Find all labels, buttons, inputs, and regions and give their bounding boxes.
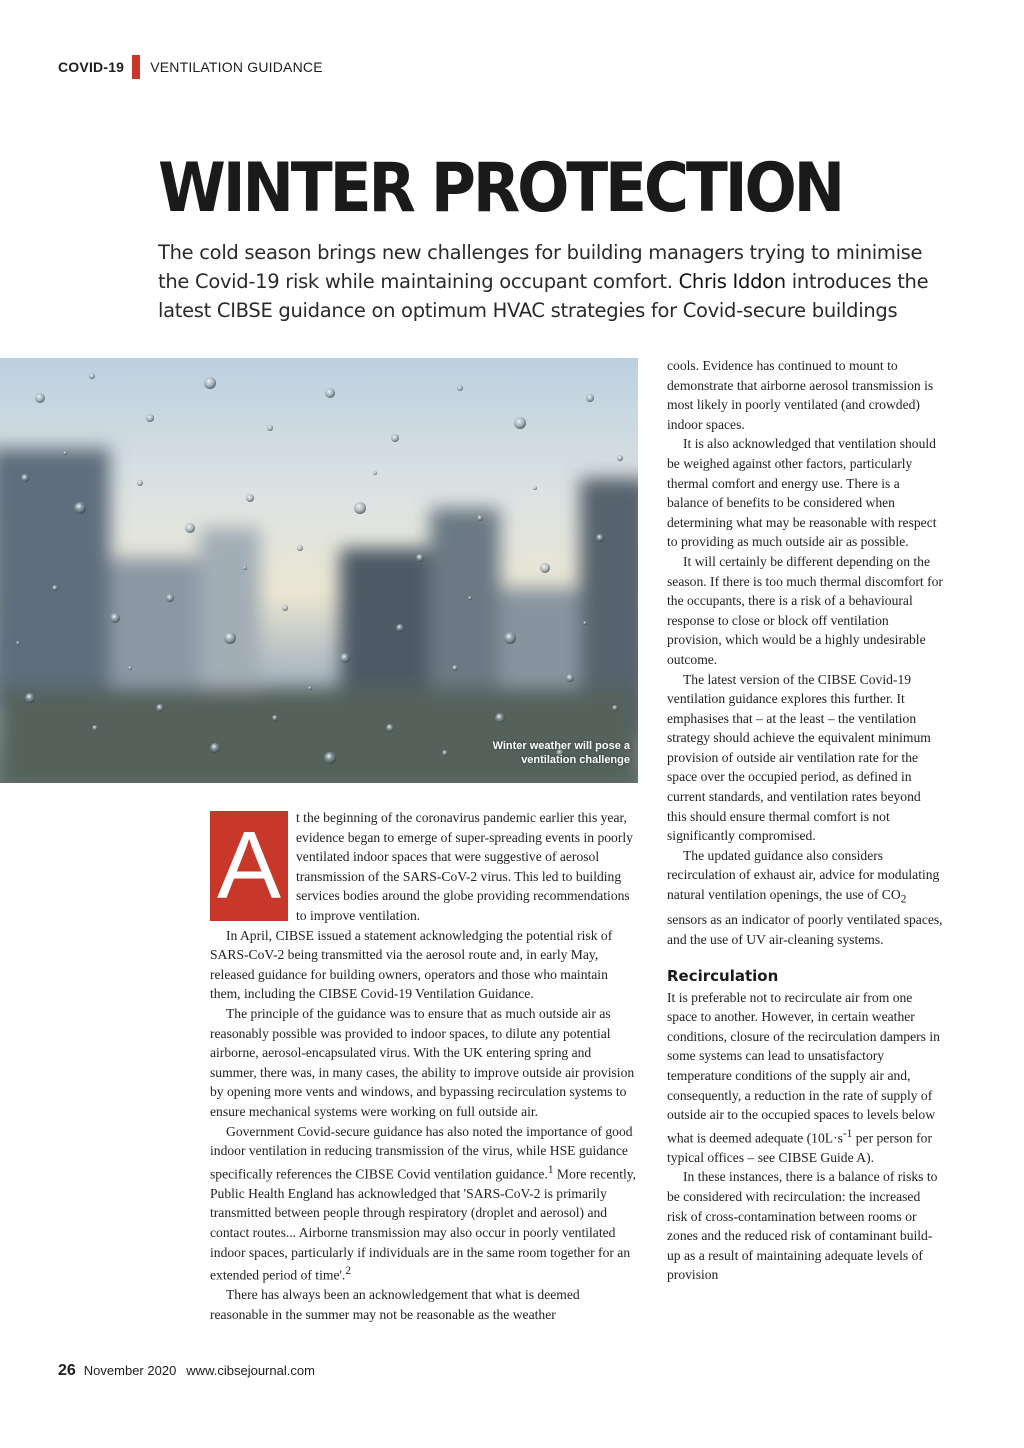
article-paragraph: In April, CIBSE issued a statement acknowledging the potential risk of SARS-CoV-2 being transmitted via the aerosol route and, in early May, released guidance for building owners, operators and those who maintain them, including the CIBSE Covid-19 Ventilation Guidance. [210,927,613,1002]
article-paragraph: It is also acknowledged that ventilation should be weighed against other factors, particularly thermal comfort and energy use. There is a balance of benefits to be considered when determining what may be reasonable with respect to providing as much outside air as possible. [667,436,937,550]
caption-line: Winter weather will pose a [492,740,630,752]
photo-illustration [0,358,638,783]
paragraph-text: Government Covid-secure guidance has also noted the importance of good indoor ventilation in reducing transmission of the virus, while HSE guidance specifically references the CIBSE Covid ventilation guidance. [210,1123,633,1182]
article-paragraph [667,846,943,950]
article-paragraph [667,988,943,1168]
article-paragraph: The latest version of the CIBSE Covid-19 ventilation guidance explores this further. It emphasises that – at the least – the ventilation strategy should achieve the equivalent minimum provision of outside air ventilation rate for the space over the occupied period, as defined in current standards, and ventilation rates beyond this should ensure thermal comfort is not significantly compromised. [667,671,931,844]
standfirst-outro: introduces the latest CIBSE guidance on optimum HVAC strategies for Covid-secure buildings [158,270,929,322]
footnote-ref: 1 [547,1163,554,1176]
paragraph-text: It is preferable not to recirculate air from one space to another. However, in certain weather conditions, closure of the recirculation dampers in some systems can lead to unsatisfactory temperature conditions of the supply air and, consequently, a reduction in the rate of supply of outside air to the occupied spaces to levels below what is deemed adequate (10L·s [667,989,940,1146]
article-paragraph: There has always been an acknowledgement that what is deemed reasonable in the summer may not be reasonable as the weather [210,1287,580,1322]
article-paragraph: t the beginning of the coronavirus pandemic earlier this year, evidence began to emerge of super-spreading events in poorly ventilated indoor spaces that were suggestive of aerosol transmission of the SARS-CoV-2 virus. This led to building services bodies around the globe providing recommendations to improve ventilation. [296,810,633,923]
headline: WINTER PROTECTION [158,149,842,228]
photo-caption [493,739,630,767]
article-paragraph: It will certainly be different depending on the season. If there is too much thermal discomfort for the occupants, there is a risk of a behavioural response to close or block off ventilation provision, which would be a highly undesirable outcome. [667,553,943,667]
caption-line: ventilation challenge [521,754,630,766]
article-paragraph [210,1122,638,1286]
article-column-left [210,808,638,1325]
section-divider-bar [132,55,140,79]
article-column-right [667,356,943,1285]
article-paragraph: In these instances, there is a balance of risks to be considered with recirculation: the increased risk of cross-contamination between rooms or zones and the reduced risk of contaminant build-up as a result of maintaining adequate levels of provision [667,1169,938,1283]
paragraph-text: sensors as an indicator of poorly ventilated spaces, and the use of UV air-cleaning systems. [667,912,943,947]
drop-cap: A [210,811,288,921]
footnote-ref: 2 [345,1265,351,1278]
website-link[interactable]: www.cibsejournal.com [186,1363,315,1378]
section-subhead: Recirculation [667,966,779,985]
article-paragraph: The principle of the guidance was to ensure that as much outside air as reasonably possible was provided to indoor spaces, to dilute any potential airborne, aerosol-encapsulated virus. With the UK entering spring and summer, there was, in many cases, the ability to improve outside air provision by opening more vents and windows, and bypassing recirculation systems to ensure mechanical systems were working on full outside air. [210,1005,635,1119]
standfirst-intro: The cold season brings new challenges for building managers trying to minimise the Covid-19 risk while maintaining occupant comfort. [158,241,923,293]
superscript: -1 [842,1127,853,1140]
page-footer [58,1362,315,1380]
subsection-label: VENTILATION GUIDANCE [150,59,323,75]
standfirst [158,238,948,325]
running-header [58,56,323,78]
section-label: COVID-19 [58,59,125,75]
subscript: 2 [900,893,907,906]
author-name: Chris Iddon [678,270,786,293]
article-paragraph: cools. Evidence has continued to mount to demonstrate that airborne aerosol transmission is most likely in poorly ventilated (and crowded) indoor spaces. [667,358,934,432]
paragraph-text: More recently, Public Health England has acknowledged that 'SARS-CoV-2 is primarily transmitted between people through respiratory (droplet and aerosol) and contact routes... Airborne transmission may also occur in poorly ventilated indoor spaces, particularly if individuals are in the same room together for an extended period of time'. [210,1166,637,1283]
paragraph-text: The updated guidance also considers recirculation of exhaust air, advice for modulating natural ventilation openings, the use of CO [667,847,940,903]
paragraph-text: per person for typical offices – see CIBSE Guide A). [667,1130,932,1165]
page-number: 26 [58,1362,76,1379]
rain-window-photo [0,358,638,783]
issue-date: November 2020 [83,1363,177,1378]
